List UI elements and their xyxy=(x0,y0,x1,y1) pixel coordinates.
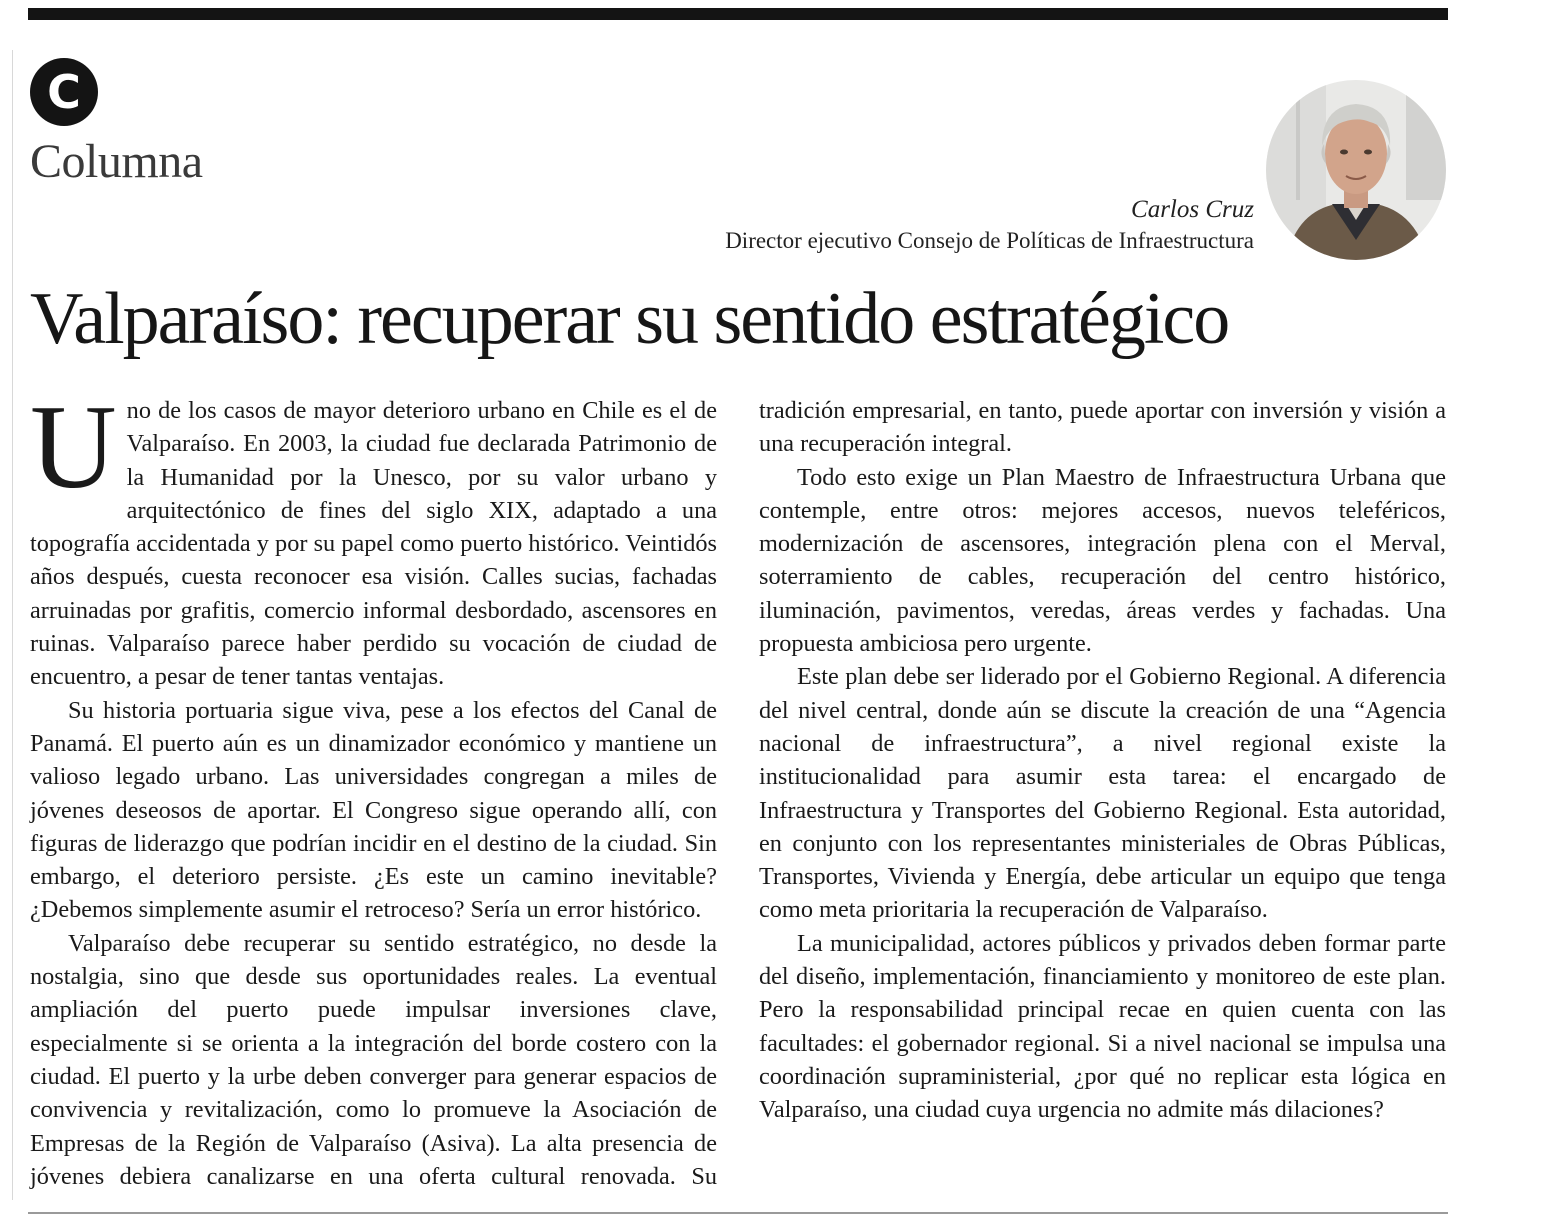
author-portrait-icon xyxy=(1266,80,1446,260)
article-paragraph: Uno de los casos de mayor deterioro urbano en Chile es el de Valparaíso. En 2003, la ciudad fue declarada Patrimonio de la Humanidad por la Unesco, por su valor urbano y arquitectónico de fines del siglo XIX, adaptado a una topografía accidentada y por su papel como puerto histórico. Veintidós años después, cuesta reconocer esa visión. Calles sucias, fachadas arruinadas por grafitis, comercio informal desbordado, ascensores en ruinas. Valparaíso parece haber perdido su vocación de ciudad de encuentro, a pesar de tener tantas ventajas. xyxy=(30,380,717,691)
headline: Valparaíso: recuperar su sentido estratégico xyxy=(30,278,1229,360)
author-role: Director ejecutivo Consejo de Políticas de Infraestructura xyxy=(725,228,1254,253)
byline xyxy=(725,196,1254,254)
article-paragraph: Valparaíso debe recuperar su sentido estratégico, no desde la nostalgia, sino que desde sus oportunidades reales. La eventual ampliación del puerto puede impulsar inversiones clave, especialmente si se orienta a la integración del borde costero con la ciudad. El puerto y la urbe deben converger para generar espacios de convivencia y revitalización, como lo promueve la Asociación de Empresas de la Región de Valparaíso (Asiva). La alta presencia de jóvenes debiera canalizarse en una oferta cultural renovada. Su tradición empresarial, en tanto, puede aportar con inversión y visión a una recuperación integral. xyxy=(30,397,1446,1190)
article-body xyxy=(30,380,1446,1194)
top-rule xyxy=(28,8,1448,20)
article-paragraph: Todo esto exige un Plan Maestro de Infraestructura Urbana que contemple, entre otros: mejores accesos, nuevos teleféricos, modernización de ascensores, integración plena con el Merval, soterramiento de cables, recuperación del centro histórico, iluminación, pavimentos, veredas, áreas verdes y fachadas. Una propuesta ambiciosa pero urgente. xyxy=(759,463,1446,658)
article-paragraph: La municipalidad, actores públicos y privados deben formar parte del diseño, implementación, financiamiento y monitoreo de este plan. Pero la responsabilidad principal recae en quien cuenta con las facultades: el gobernador regional. Si a nivel nacional se impulsa una coordinación supraministerial, ¿por qué no replicar esta lógica en Valparaíso, una ciudad cuya urgencia no admite más dilaciones? xyxy=(759,929,1446,1124)
column-badge-icon: C xyxy=(30,58,98,126)
author-name: Carlos Cruz xyxy=(1131,196,1254,223)
article-paragraph: Su historia portuaria sigue viva, pese a los efectos del Canal de Panamá. El puerto aún es un dinamizador económico y mantiene un valioso legado urbano. Las universidades congregan a miles de jóvenes deseosos de aportar. El Congreso sigue operando allí, con figuras de liderazgo que podrían incidir en el destino de la ciudad. Sin embargo, el deterioro persiste. ¿Es este un camino inevitable? ¿Debemos simplemente asumir el retroceso? Sería un error histórico. xyxy=(30,696,717,924)
section-label: Columna xyxy=(30,135,203,188)
author-photo xyxy=(1266,80,1446,260)
left-margin-rule xyxy=(12,50,13,1200)
bottom-rule xyxy=(28,1212,1448,1214)
article-paragraph: Este plan debe ser liderado por el Gobierno Regional. A diferencia del nivel central, donde aún se discute la creación de una “Agencia nacional de infraestructura”, a nivel regional existe la institucionalidad para asumir esta tarea: el encargado de Infraestructura y Transportes del Gobierno Regional. Esta autoridad, en conjunto con los representantes ministeriales de Obras Públicas, Transportes, Vivienda y Energía, debe articular un equipo que tenga como meta prioritaria la recuperación de Valparaíso. xyxy=(759,663,1446,924)
drop-cap: U xyxy=(30,380,117,513)
